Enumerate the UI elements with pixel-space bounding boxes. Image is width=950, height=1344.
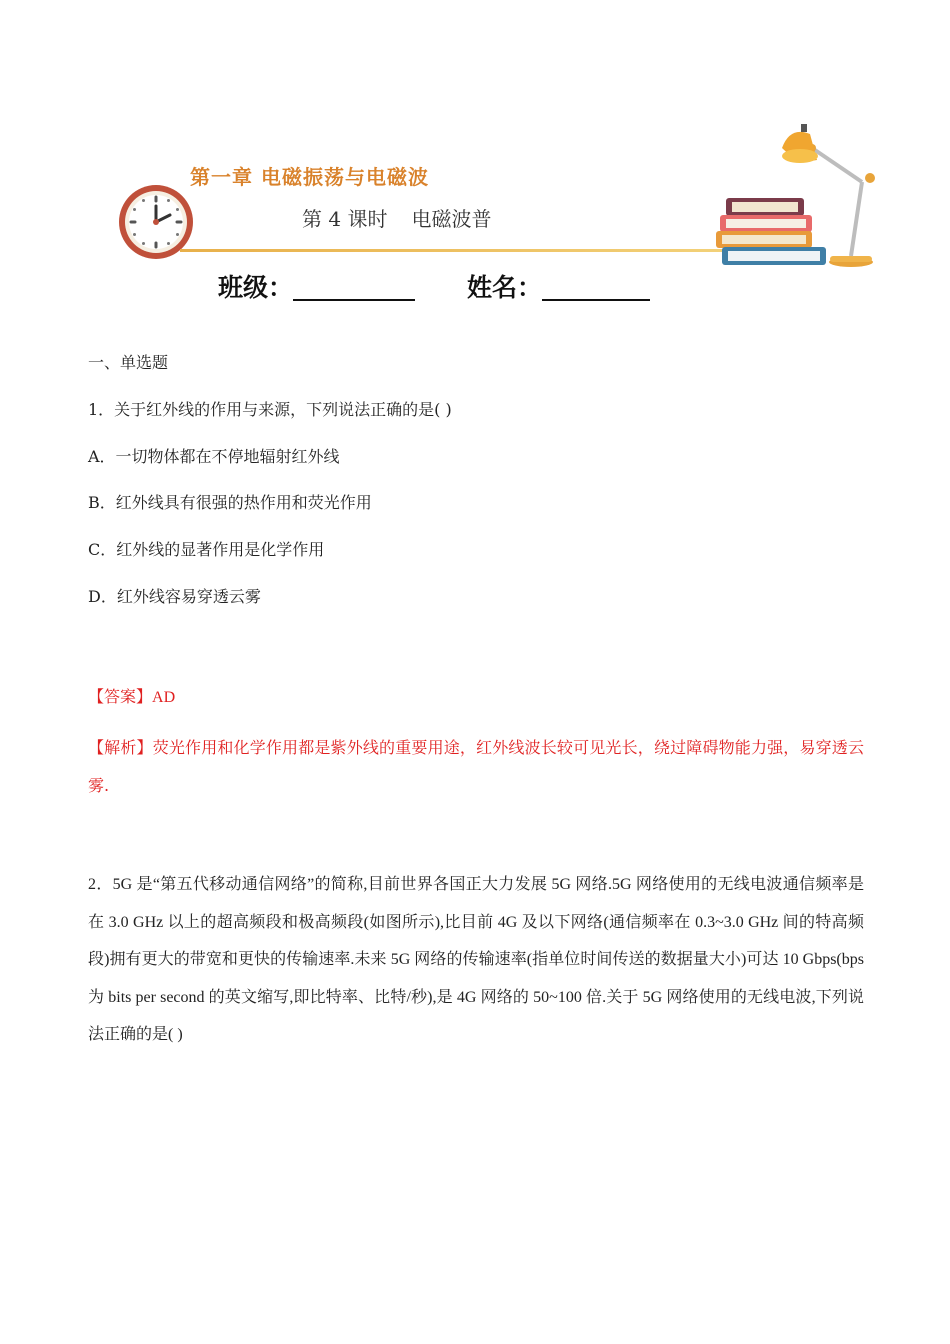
question-1-answer — [88, 686, 175, 709]
class-blank[interactable] — [293, 274, 415, 301]
question-1-option-b: B．红外线具有很强的热作用和荧光作用 — [88, 493, 372, 512]
question-1-option-a: A．一切物体都在不停地辐射红外线 — [88, 447, 340, 466]
name-label: 姓名： — [467, 273, 543, 302]
section-title: 一、单选题 — [88, 353, 169, 372]
class-field — [218, 268, 415, 304]
analysis-label: 【解析】 — [88, 738, 153, 757]
name-field — [467, 268, 650, 304]
question-2-stem: 2．5G 是“第五代移动通信网络”的简称,目前世界各国正大力发展 5G 网络.5G 网络使用的无线电波通信频率是在 3.0 GHz 以上的超高频段和极高频段(如图所示),比目前 4G 及以下网络(通信频率在 0.3~3.0 GHz 间的特高频段)拥有更大的带宽和更快的传输速率.未来 5G 网络的传输速率(指单位时间传送的数据量大小)可达 10 Gbps(bps 为 bits per second 的英文缩写,即比特率、比特/秒),是 4G 网络的 50~100 倍.关于 5G 网络使用的无线电波,下列说法正确的是( ) — [88, 876, 864, 1043]
lesson-number: 第 4 课时 — [302, 207, 388, 231]
answer-value: AD — [152, 689, 176, 706]
header-divider — [180, 249, 740, 252]
chapter-title: 第一章 电磁振荡与电磁波 — [190, 165, 429, 189]
question-1-option-c: C．红外线的显著作用是化学作用 — [88, 540, 325, 559]
name-blank[interactable] — [542, 274, 650, 301]
question-1-option-d: D．红外线容易穿透云雾 — [88, 587, 261, 606]
lesson-title: 电磁波普 — [411, 207, 492, 231]
analysis-text: 荧光作用和化学作用都是紫外线的重要用途，红外线波长较可见光长，绕过障碍物能力强，易穿透云雾. — [88, 738, 864, 795]
books-lamp-illustration — [712, 120, 882, 270]
question-1-analysis — [88, 729, 864, 804]
answer-label: 【答案】 — [88, 687, 153, 706]
question-1-stem: 1．关于红外线的作用与来源，下列说法正确的是( ) — [88, 400, 452, 419]
lesson-heading — [302, 203, 491, 232]
class-label: 班级： — [218, 273, 294, 302]
